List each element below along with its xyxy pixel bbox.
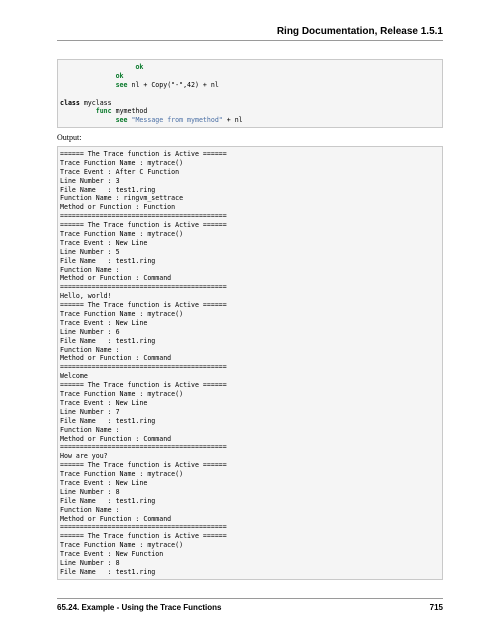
output-line: ====== The Trace function is Active ====== <box>60 150 227 158</box>
output-line: Trace Function Name : mytrace() <box>60 158 184 167</box>
output-line: Function Name : <box>60 345 120 354</box>
header-title: Ring Documentation, Release 1.5.1 <box>276 26 443 37</box>
output-line: Trace Event : New Line <box>60 478 148 487</box>
code-line: ok <box>115 71 124 80</box>
output-line: Function Name : <box>60 505 120 514</box>
output-line: Trace Function Name : mytrace() <box>60 470 184 479</box>
page-header <box>57 26 443 41</box>
output-line: Function Name : <box>60 425 120 434</box>
output-line: ========================================== <box>60 283 227 292</box>
code-line: class myclass <box>60 98 112 107</box>
output-label: Output: <box>57 133 82 142</box>
output-line: Trace Event : New Line <box>60 398 148 407</box>
output-line: Method or Function : Command <box>60 274 172 283</box>
output-line: Line Number : 5 <box>60 247 120 256</box>
output-line: Trace Event : After C Function <box>60 167 180 176</box>
output-line: Trace Function Name : mytrace() <box>60 541 184 550</box>
output-line: ====== The Trace function is Active ====== <box>60 381 227 390</box>
output-line: ====== The Trace function is Active ====== <box>60 461 227 470</box>
footer-section-title: 65.24. Example - Using the Trace Functions <box>57 603 222 612</box>
output-line: Line Number : 6 <box>60 327 120 336</box>
code-line: see nl + Copy("-",42) + nl <box>115 80 219 89</box>
output-line: Trace Event : New Function <box>60 550 164 559</box>
output-line: File Name : test1.ring <box>60 256 156 265</box>
output-line: Hello, world! <box>60 292 112 301</box>
output-line: Function Name : <box>60 265 120 274</box>
output-line: Trace Function Name : mytrace() <box>60 390 184 399</box>
code-block-source <box>57 59 443 128</box>
output-line: Trace Event : New Line <box>60 318 148 327</box>
code-line: see "Message from mymethod" + nl <box>115 116 243 125</box>
output-line: Line Number : 8 <box>60 558 120 567</box>
output-line: ====== The Trace function is Active ====== <box>60 301 227 310</box>
output-line: ========================================== <box>60 363 227 372</box>
output-line: Method or Function : Command <box>60 354 172 363</box>
output-line: File Name : test1.ring <box>60 185 156 194</box>
output-line: Line Number : 7 <box>60 407 120 416</box>
output-line: File Name : test1.ring <box>60 496 156 505</box>
output-line: ========================================== <box>60 443 227 452</box>
output-line: ========================================== <box>60 523 227 532</box>
output-line: Method or Function : Command <box>60 514 172 523</box>
output-line: File Name : test1.ring <box>60 567 156 576</box>
output-line: ====== The Trace function is Active ====== <box>60 532 227 541</box>
page-footer <box>57 598 443 615</box>
code-line: ok <box>135 63 144 71</box>
output-line: File Name : test1.ring <box>60 416 156 425</box>
output-line: Welcome <box>60 372 88 381</box>
output-line: Line Number : 3 <box>60 176 120 185</box>
output-line: ====== The Trace function is Active ====== <box>60 221 227 230</box>
output-line: Line Number : 8 <box>60 487 120 496</box>
output-line: Method or Function : Function <box>60 203 176 212</box>
footer-page-number: 715 <box>429 603 443 612</box>
code-line: func mymethod <box>95 107 148 116</box>
code-block-output <box>57 146 443 580</box>
output-line: Trace Event : New Line <box>60 238 148 247</box>
output-line: File Name : test1.ring <box>60 336 156 345</box>
output-line: Trace Function Name : mytrace() <box>60 230 184 239</box>
output-line: Trace Function Name : mytrace() <box>60 310 184 319</box>
code-line <box>58 90 442 99</box>
output-line: ========================================== <box>60 212 227 221</box>
output-line: Method or Function : Command <box>60 434 172 443</box>
output-line: How are you? <box>60 452 108 461</box>
output-line: Function Name : ringvm_settrace <box>60 194 184 203</box>
